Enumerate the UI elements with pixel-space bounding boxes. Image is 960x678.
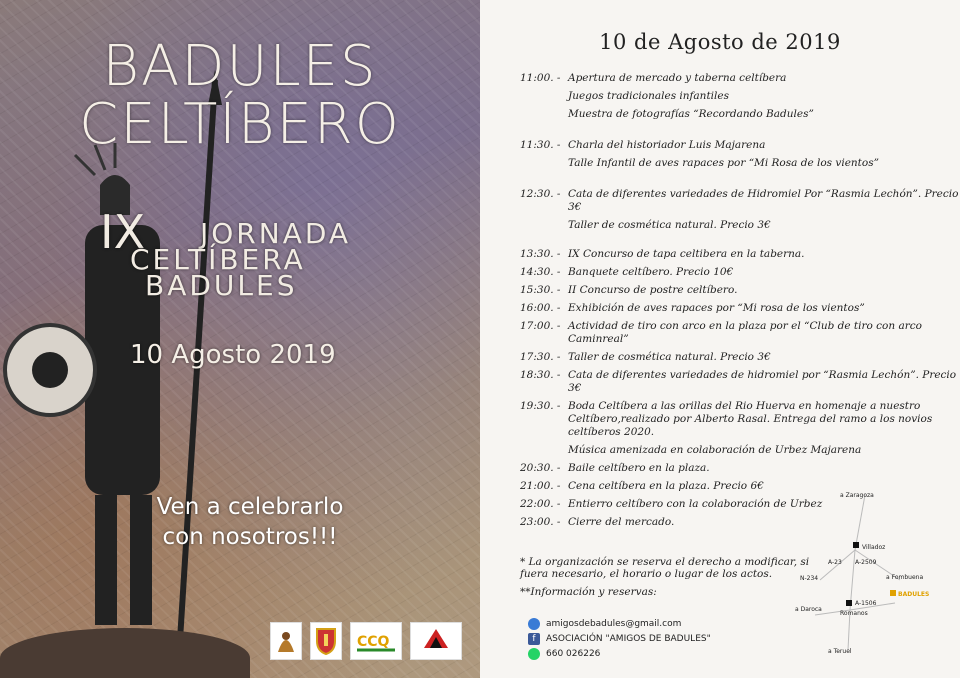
- map-a1506: A-1506: [855, 600, 877, 607]
- schedule-item: [520, 188, 960, 214]
- schedule-time: [520, 219, 568, 232]
- map-a23: A-23: [828, 559, 842, 566]
- schedule-activity: Música amenizada en colaboración de Urbez Majarena: [568, 444, 862, 456]
- schedule-activity: Boda Celtíbera a las orillas del Rio Huerva en homenaje a nuestro Celtíbero,realizado por Alberto Rasal. Entrega del ramo a los novios celtíberos 2020.: [568, 400, 933, 438]
- schedule-item: [520, 90, 960, 103]
- schedule-activity: Juegos tradicionales infantiles: [568, 90, 729, 102]
- map-badules: BADULES: [898, 591, 930, 598]
- schedule-item: [520, 462, 960, 475]
- call-to-action: [120, 492, 380, 552]
- title-line-2: CELTÍBERO: [79, 92, 401, 157]
- logo-3: [350, 622, 402, 660]
- schedule-time: [520, 108, 568, 121]
- schedule-activity: Charla del historiador Luis Majarena: [568, 139, 766, 151]
- poster-right-panel: [480, 0, 960, 678]
- svg-text:CCQ: CCQ: [357, 634, 390, 650]
- schedule-time: 15:30. -: [520, 284, 561, 296]
- facebook-icon: f: [528, 633, 540, 645]
- schedule-time: 20:30. -: [520, 462, 561, 474]
- schedule-activity: Talle Infantil de aves rapaces por “Mi Rosa de los vientos”: [568, 157, 879, 169]
- map-teruel: a Teruel: [828, 648, 852, 655]
- map-romanos: Romanos: [840, 610, 868, 617]
- schedule-item: [520, 139, 960, 152]
- note-info-reservations: **Información y reservas:: [520, 586, 657, 598]
- schedule-time: 14:30. -: [520, 266, 561, 278]
- schedule-time: 17:30. -: [520, 351, 561, 363]
- sponsor-logos: [270, 622, 462, 660]
- schedule-item: [520, 320, 960, 346]
- notes: [520, 556, 820, 598]
- facebook-text: ASOCIACIÓN "AMIGOS DE BADULES": [546, 634, 711, 644]
- schedule-activity: Cena celtíbera en la plaza. Precio 6€: [568, 480, 764, 492]
- schedule-item: [520, 284, 960, 297]
- schedule-time: [520, 90, 568, 103]
- schedule-time: 19:30. -: [520, 400, 561, 412]
- logo-coat-of-arms: [310, 622, 342, 660]
- schedule-item: [520, 400, 960, 439]
- schedule-item: [520, 444, 960, 457]
- schedule-activity: Muestra de fotografías “Recordando Badules”: [568, 108, 814, 120]
- map-n234: N-234: [800, 575, 819, 582]
- schedule-item: [520, 302, 960, 315]
- schedule-date: 10 de Agosto de 2019: [599, 30, 841, 54]
- schedule-item: [520, 108, 960, 121]
- schedule-time: 18:30. -: [520, 369, 561, 381]
- cta-line-2: con nosotros!!!: [162, 524, 338, 550]
- map-villadoz: Villadoz: [862, 544, 886, 551]
- schedule-time: 11:00. -: [520, 72, 561, 84]
- schedule-time: 12:30. -: [520, 188, 561, 200]
- schedule-time: [520, 157, 568, 170]
- schedule-item: [520, 219, 960, 232]
- note-disclaimer: * La organización se reserva el derecho a modificar, si fuera necesario, el horario o lugar de los actos.: [520, 556, 810, 580]
- schedule-activity: Banquete celtíbero. Precio 10€: [568, 266, 734, 278]
- email-contact[interactable]: [528, 618, 681, 630]
- schedule-time: 16:00. -: [520, 302, 561, 314]
- jornada-line-3: BADULES: [145, 269, 298, 302]
- schedule-activity: Taller de cosmética natural. Precio 3€: [568, 351, 771, 363]
- schedule-activity: Taller de cosmética natural. Precio 3€: [568, 219, 771, 231]
- schedule-time: 17:00. -: [520, 320, 561, 332]
- map-zaragoza: a Zaragoza: [840, 492, 874, 499]
- schedule-item: [520, 248, 960, 261]
- cta-line-1: Ven a celebrarlo: [156, 494, 344, 520]
- schedule-activity: Apertura de mercado y taberna celtíbera: [568, 72, 787, 84]
- schedule-item: [520, 72, 960, 85]
- phone-text: 660 026226: [546, 649, 601, 659]
- facebook-contact[interactable]: [528, 633, 711, 645]
- title-line-1: BADULES: [102, 34, 378, 99]
- jornada-line-2: CELTÍBERA: [130, 243, 306, 276]
- schedule-activity: Cata de diferentes variedades de hidromiel por “Rasmia Lechón”. Precio 3€: [568, 369, 957, 394]
- schedule-item: [520, 369, 960, 395]
- schedule-list: [520, 72, 960, 534]
- schedule-time: 22:00. -: [520, 498, 561, 510]
- email-text: amigosdebadules@gmail.com: [546, 619, 682, 629]
- location-map: [795, 490, 950, 670]
- whatsapp-icon: [528, 648, 540, 660]
- phone-contact[interactable]: [528, 648, 600, 660]
- schedule-activity: Cata de diferentes variedades de Hidromiel Por “Rasmia Lechón”. Precio 3€: [568, 188, 959, 213]
- schedule-activity: Entierro celtíbero con la colaboración de Urbez: [568, 498, 823, 510]
- schedule-item: [520, 351, 960, 364]
- schedule-activity: IX Concurso de tapa celtibera en la taberna.: [568, 248, 805, 260]
- schedule-activity: Cierre del mercado.: [568, 516, 675, 528]
- jornada-number: IX: [100, 205, 146, 259]
- schedule-activity: II Concurso de postre celtíbero.: [568, 284, 738, 296]
- map-a2509: A-2509: [855, 559, 877, 566]
- schedule-item: [520, 266, 960, 279]
- logo-diputacion: [410, 622, 462, 660]
- logo-1: [270, 622, 302, 660]
- map-fombuena: a Fombuena: [886, 574, 924, 581]
- schedule-item: [520, 157, 960, 170]
- schedule-time: 21:00. -: [520, 480, 561, 492]
- at-icon: [528, 618, 540, 630]
- schedule-time: [520, 444, 568, 457]
- schedule-activity: Actividad de tiro con arco en la plaza por el “Club de tiro con arco Caminreal”: [568, 320, 922, 345]
- map-daroca: a Daroca: [795, 606, 822, 613]
- jornada-line-1: JORNADA: [200, 217, 352, 250]
- schedule-time: 13:30. -: [520, 248, 561, 260]
- event-date-left: 10 Agosto 2019: [130, 340, 336, 370]
- schedule-time: 11:30. -: [520, 139, 561, 151]
- schedule-activity: Exhibición de aves rapaces por “Mi rosa de los vientos”: [568, 302, 865, 314]
- schedule-activity: Baile celtíbero en la plaza.: [568, 462, 710, 474]
- schedule-time: 23:00. -: [520, 516, 561, 528]
